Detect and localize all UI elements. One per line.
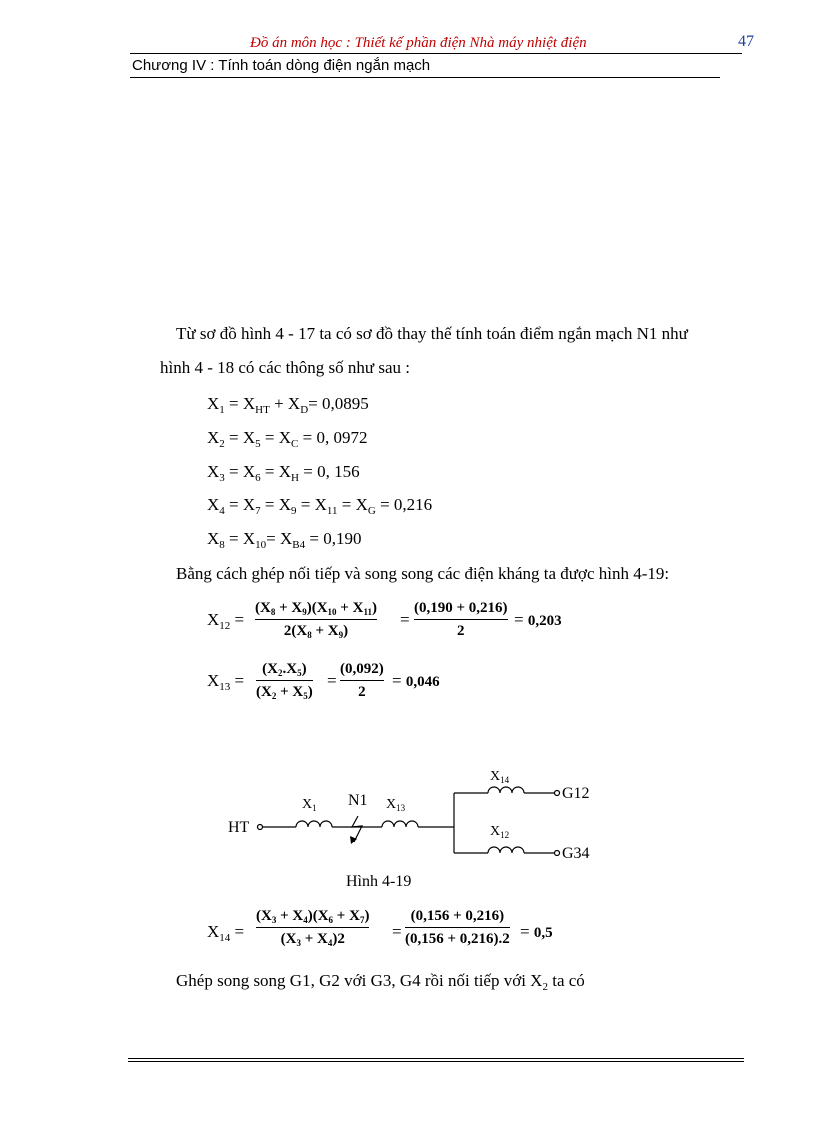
label-g12: G12: [562, 785, 590, 802]
equivalent-circuit-diagram: [220, 760, 620, 890]
g34-terminal: [555, 851, 560, 856]
chapter-divider: [130, 77, 720, 78]
eq14-numerator: (0,156 + 0,216): [410, 908, 505, 924]
label-ht: HT: [228, 819, 250, 836]
closing-text: Ghép song song G1, G2 với G3, G4 rồi nối tiếp với $X_2$ ta có: [176, 971, 585, 993]
eq14-lhs: $X_{14}$ =: [207, 922, 245, 944]
eq14-symbolic-fraction: $(X_3 + X_4)(X_6 + X_7)$ $(X_3 + X_4)2$: [256, 908, 370, 948]
intro-line-2: hình 4 - 18 có các thông số như sau :: [160, 358, 411, 377]
eq12-numerator: (0,190 + 0,216): [414, 600, 508, 616]
page-number: 47: [738, 33, 754, 50]
param-eq-2: $X_2 = X_5 = X_C = 0$, 0972: [207, 428, 368, 450]
eq13-symbolic-fraction: $(X_2.X_5)$ $(X_2 + X_5)$: [256, 661, 313, 701]
label-x14: $X_{14}$: [490, 769, 510, 785]
chapter-title: Chương IV : Tính toán dòng điện ngắn mạch: [132, 57, 431, 74]
eq14-numeric-fraction: [405, 906, 510, 949]
intro-line-1: Từ sơ đồ hình 4 - 17 ta có sơ đồ thay thế tính toán điểm ngắn mạch N1 như: [176, 324, 688, 343]
eq12-result: 0,203: [527, 613, 562, 629]
label-x1: $X_1$: [302, 797, 317, 813]
param-eq-4: $X_4 = X_7 = X_9 = X_{11} = X_G = 0,216$: [207, 495, 433, 517]
header-title: Đồ án môn học : Thiết kế phần điện Nhà máy nhiệt điện: [250, 35, 587, 51]
label-n1: N1: [348, 792, 368, 809]
figure-caption: Hình 4-19: [346, 873, 412, 890]
eq13-numeric-fraction: [340, 659, 384, 702]
label-x13: $X_{13}$: [386, 797, 406, 813]
header-divider: [130, 53, 742, 54]
eq13-lhs: $X_{13}$ =: [207, 671, 245, 693]
param-eq-3: $X_3 = X_6 = X_H = 0$, 156: [207, 462, 360, 484]
eq12-denominator: 2: [457, 623, 465, 639]
param-eq-1: $X_1 = X_{HT} + X_D= 0,0895$: [207, 394, 369, 416]
eq14-denominator: (0,156 + 0,216).2: [405, 931, 510, 947]
label-x12: $X_{12}$: [490, 824, 510, 840]
eq12-symbolic-fraction: $(X_8 + X_9)(X_{10} + X_{11})$ $2(X_8 + X_9)$: [255, 600, 377, 640]
eq13-numerator: (0,092): [340, 661, 384, 677]
label-g34: G34: [562, 845, 590, 862]
ht-terminal: [258, 825, 263, 830]
eq13-result: 0,046: [405, 674, 440, 690]
param-eq-5: $X_8 = X_{10}= X_{B4} = 0,190$: [207, 529, 362, 551]
eq12-lhs: $X_{12}$ =: [207, 610, 245, 632]
g12-terminal: [555, 791, 560, 796]
footer-divider-1: [128, 1058, 744, 1059]
x14-inductor-icon: [488, 787, 524, 793]
footer-divider-2: [128, 1061, 744, 1062]
series-parallel-text: Bằng cách ghép nối tiếp và song song các điện kháng ta được hình 4-19:: [176, 564, 670, 583]
eq12-numeric-fraction: [414, 598, 508, 641]
eq13-denominator: 2: [358, 684, 366, 700]
x12-inductor-icon: [488, 847, 524, 853]
eq14-result: 0,5: [533, 925, 553, 941]
x13-inductor-icon: [382, 821, 418, 827]
x1-inductor-icon: [296, 821, 332, 827]
